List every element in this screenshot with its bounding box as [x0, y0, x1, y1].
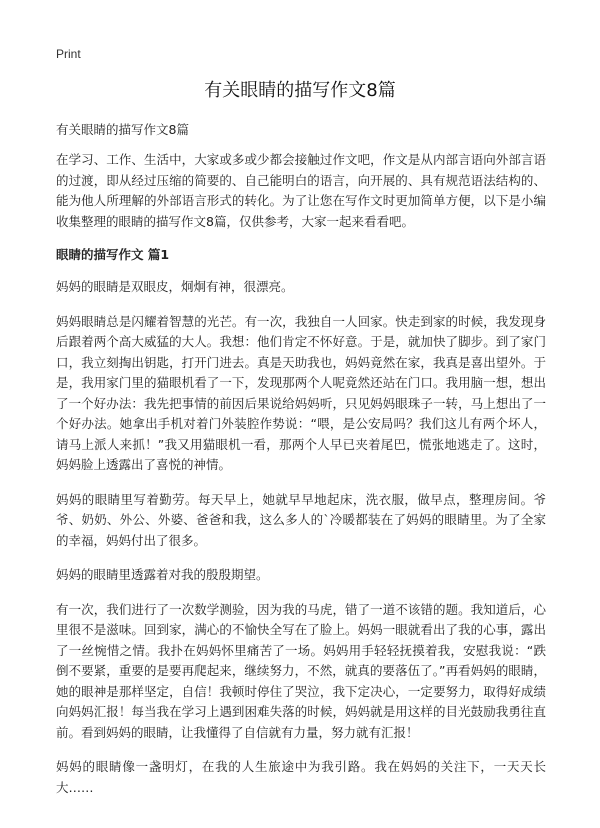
intro-paragraph: 在学习、工作、生活中，大家或多或少都会接触过作文吧，作文是从内部言语向外部言语的过渡，即从经过压缩的简要的、自己能明白的语言，向开展的、具有规范语法结构的、能为他人所理解的外部语言形式的转化。为了让您在写作文时更加简单方便，以下是小编收集整理的眼睛的描写作文8篇，仅供参考，大家一起来看看吧。: [56, 152, 546, 229]
section-heading: 眼睛的描写作文 篇1: [56, 247, 170, 262]
print-link[interactable]: Print: [56, 47, 81, 61]
body-paragraph: 妈妈眼睛总是闪耀着智慧的光芒。有一次，我独自一人回家。快走到家的时候，我发现身后跟着两个高大威猛的大人。我想：他们肯定不怀好意。于是，就加快了脚步。到了家门口，我立刻掏出钥匙，打开门进去。真是天助我也，妈妈竟然在家，我真是喜出望外。于是，我用家门里的猫眼机看了一下，发现那两个人呢竟然还站在门口。我用脑一想，想出了一个好办法：我先把事情的前因后果说给妈妈听，只见妈妈眼珠子一转，马上想出了一个好办法。她拿出手机对着门外装腔作势说：“喂，是公安局吗？我们这儿有两个坏人，请马上派人来抓！”我又用猫眼机一看，那两个人早已夹着尾巴，慌张地逃走了。这时，妈妈脸上透露出了喜悦的神情。: [56, 313, 546, 472]
article-body: [56, 150, 546, 812]
body-paragraph: 妈妈的眼睛里写着勤劳。每天早上，她就早早地起床，洗衣服，做早点，整理房间。爷爷、奶奶、外公、外婆、爸爸和我，这么多人的`冷暖都装在了妈妈的眼睛里。为了全家的幸福，妈妈付出了很多。: [56, 491, 546, 548]
page-title: 有关眼睛的描写作文8篇: [204, 80, 396, 101]
body-paragraph: 妈妈的眼睛里透露着对我的殷殷期望。: [56, 567, 269, 582]
body-paragraph: 妈妈的眼睛是双眼皮，炯炯有神，很漂亮。: [56, 279, 294, 294]
body-paragraph: 有一次，我们进行了一次数学测验，因为我的马虎，错了一道不该错的题。我知道后，心里很不是滋味。回到家，满心的不愉快全写在了脸上。妈妈一眼就看出了我的心事，露出了一丝惋惜之情。我扑在妈妈怀里痛苦了一场。妈妈用手轻轻抚摸着我，安慰我说：“跌倒不要紧，重要的是要再爬起来，继续努力，不然，就真的要落伍了。”再看妈妈的眼睛，她的眼神是那样坚定，自信！我顿时停住了哭泣，我下定决心，一定要努力，取得好成绩向妈妈汇报！每当我在学习上遇到困难失落的时候，妈妈就是用这样的目光鼓励我勇往直前。看到妈妈的眼睛，让我懂得了自信就有力量，努力就有汇报！: [56, 601, 546, 740]
body-paragraph: 妈妈的眼睛像一盏明灯，在我的人生旅途中为我引路。我在妈妈的关注下，一天天长大……: [56, 759, 546, 795]
document-subtitle: 有关眼睛的描写作文8篇: [56, 122, 189, 137]
